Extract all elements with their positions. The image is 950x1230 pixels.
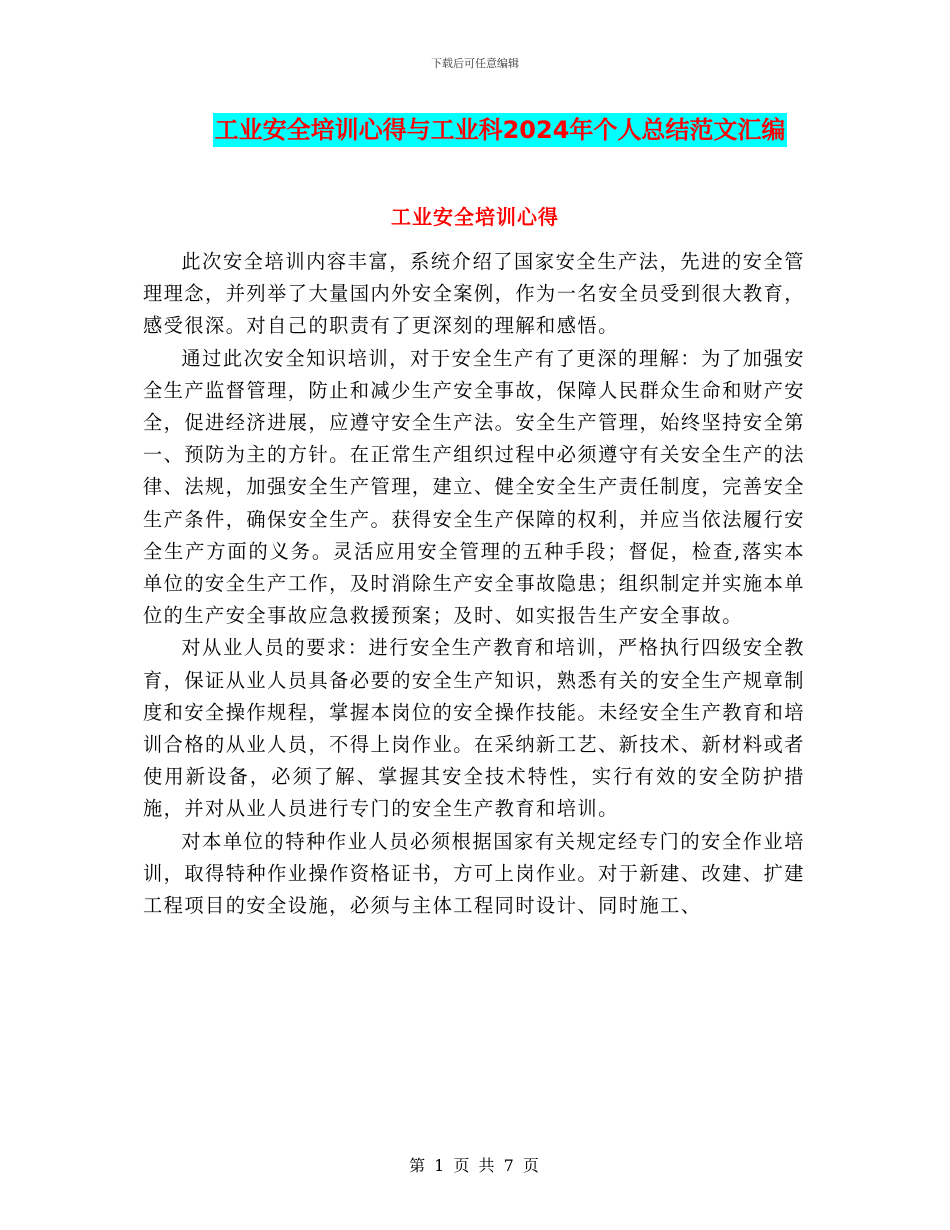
paragraph: 对从业人员的要求：进行安全生产教育和培训，严格执行四级安全教育，保证从业人员具备必要的安全生产知识，熟悉有关的安全生产规章制度和安全操作规程，掌握本岗位的安全操作技能。未经安全生产教育和培训合格的从业人员，不得上岗作业。在采纳新工艺、新技术、新材料或者使用新设备，必须了解、掌握其安全技术特性，实行有效的安全防护措施，并对从业人员进行专门的安全生产教育和培训。	[143, 636, 805, 821]
document-title-container	[0, 113, 950, 147]
page-header-note: 下载后可任意编辑	[431, 57, 519, 70]
document-title: 工业安全培训心得与工业科2024年个人总结范文汇编	[213, 113, 788, 147]
paragraph: 此次安全培训内容丰富，系统介绍了国家安全生产法，先进的安全管理理念，并列举了大量国内外安全案例，作为一名安全员受到很大教育，感受很深。对自己的职责有了更深刻的理解和感悟。	[143, 250, 805, 338]
paragraph: 通过此次安全知识培训，对于安全生产有了更深的理解：为了加强安全生产监督管理，防止和减少生产安全事故，保障人民群众生命和财产安全，促进经济进展，应遵守安全生产法。安全生产管理，始终坚持安全第一、预防为主的方针。在正常生产组织过程中必须遵守有关安全生产的法律、法规，加强安全生产管理，建立、健全安全生产责任制度，完善安全生产条件，确保安全生产。获得安全生产保障的权利，并应当依法履行安全生产方面的义务。灵活应用安全管理的五种手段；督促，检查,落实本单位的安全生产工作，及时消除生产安全事故隐患；组织制定并实施本单位的生产安全事故应急救援预案；及时、如实报告生产安全事故。	[143, 346, 805, 628]
section-title: 工业安全培训心得	[391, 205, 559, 229]
paragraph: 对本单位的特种作业人员必须根据国家有关规定经专门的安全作业培训，取得特种作业操作资格证书，方可上岗作业。对于新建、改建、扩建工程项目的安全设施，必须与主体工程同时设计、同时施工、	[143, 829, 805, 918]
page-number: 第 1 页 共 7 页	[409, 1156, 541, 1175]
document-body	[143, 246, 805, 922]
